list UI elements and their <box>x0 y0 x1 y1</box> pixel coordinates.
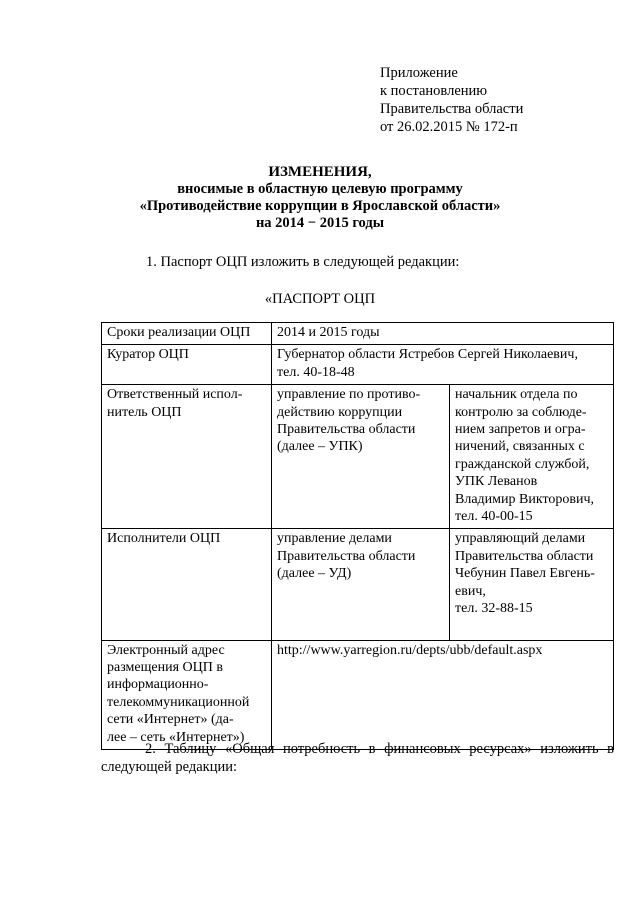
row-label: Сроки реализации ОЦП <box>102 323 272 345</box>
passport-heading: «ПАСПОРТ ОЦП <box>264 291 376 307</box>
row-org: управление по противо- действию коррупции Правительства области (далее – УПК) <box>272 385 450 529</box>
title-line: вносимые в областную целевую программу <box>177 181 463 197</box>
row-label: Исполнители ОЦП <box>102 529 272 640</box>
paragraph-2: 2. Таблицу «Общая потребность в финансовых ресурсах» изложить в следующей редакции: <box>101 741 614 775</box>
appendix-line: Приложение <box>380 65 458 81</box>
row-label: Куратор ОЦП <box>102 345 272 385</box>
paragraph-1: 1. Паспорт ОЦП изложить в следующей редакции: <box>146 254 460 270</box>
table-row <box>102 385 614 529</box>
row-value: Губернатор области Ястребов Сергей Николаевич, тел. 40-18-48 <box>272 345 614 385</box>
passport-table <box>101 322 614 750</box>
row-value: 2014 и 2015 годы <box>272 323 614 345</box>
table-row <box>102 640 614 749</box>
row-org: управление делами Правительства области (далее – УД) <box>272 529 450 640</box>
table-row <box>102 345 614 385</box>
title-line: на 2014 − 2015 годы <box>255 215 385 231</box>
appendix-block <box>380 64 523 136</box>
document-title <box>0 164 640 232</box>
table-row <box>102 323 614 345</box>
appendix-line: к постановлению <box>380 83 488 99</box>
appendix-line: от 26.02.2015 № 172-п <box>380 119 518 135</box>
row-contact: начальник отдела по контролю за соблюде- нием запретов и огра- ничений, связанных с гражданской службой, УПК Леванов Владимир Викторович, тел. 40-00-15 <box>450 385 614 529</box>
website-link[interactable]: http://www.yarregion.ru/depts/ubb/default.aspx <box>272 640 614 749</box>
table-row <box>102 529 614 640</box>
row-label: Ответственный испол- нитель ОЦП <box>102 385 272 529</box>
row-label: Электронный адрес размещения ОЦП в информационно- телекоммуникационной сети «Интернет» (да- лее – сеть «Интернет») <box>102 640 272 749</box>
appendix-line: Правительства области <box>380 101 524 117</box>
title-line: «Противодействие коррупции в Ярославской области» <box>139 198 501 214</box>
title-line: ИЗМЕНЕНИЯ, <box>268 164 372 180</box>
row-contact: управляющий делами Правительства области Чебунин Павел Евгень- евич, тел. 32-88-15 <box>450 529 614 640</box>
